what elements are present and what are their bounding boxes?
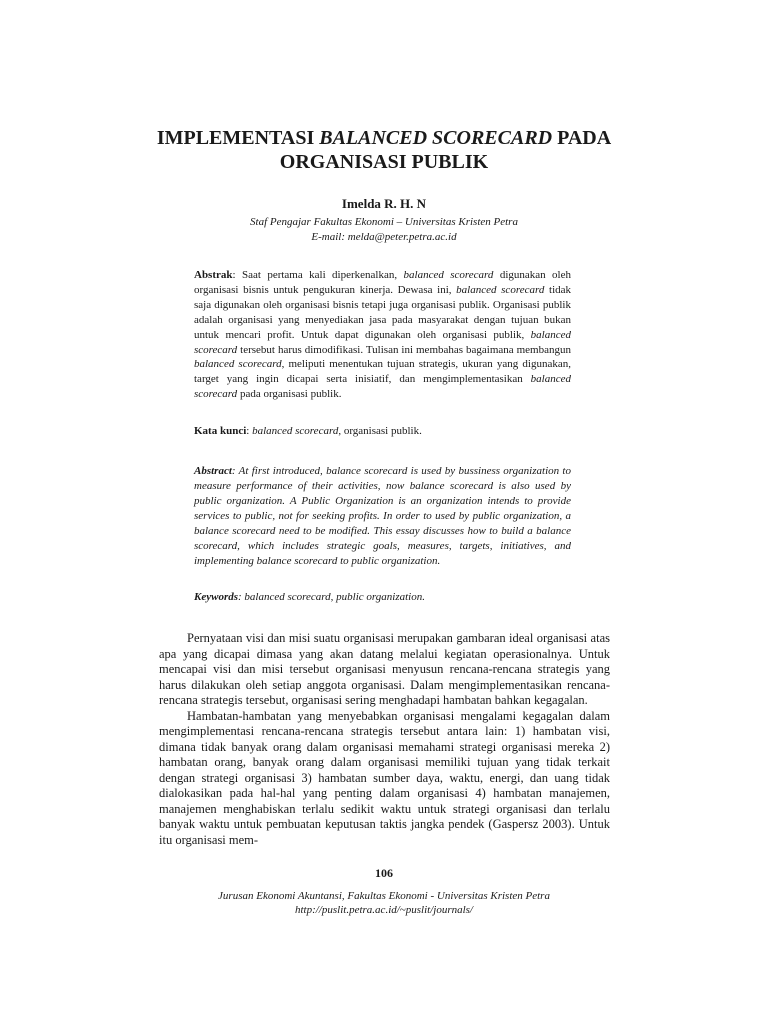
kata-kunci-term: balanced scorecard [252, 425, 339, 437]
abstrak-text-3: tidak saja digunakan oleh organisasi bisnis tetapi juga organisasi publik. Organisasi publik adalah organisasi yang menyediakan jasa pada masyarakat dengan tujuan bukan untuk mencari profit. Untuk dapat digunakan oleh organisasi publik, [194, 283, 572, 341]
title-text-b: PADA [552, 127, 612, 149]
page-footer [100, 889, 668, 917]
kata-kunci-rest: , organisasi publik. [338, 425, 422, 437]
title-text-italic: BALANCED SCORECARD [319, 127, 553, 149]
abstract-english [194, 464, 571, 569]
footer-url: http://puslit.petra.ac.id/~puslit/journals/ [295, 904, 473, 916]
title-line-1 [100, 126, 668, 150]
keywords-english [194, 590, 571, 605]
abstrak-term-4: balanced scorecard [194, 358, 282, 371]
page-number: 106 [375, 866, 393, 880]
kata-kunci-colon: : [246, 425, 253, 437]
body-paragraph-2: Hambatan-hambatan yang menyebabkan organisasi mengalami kegagalan dalam mengimplementasi rencana-rencana strategis tersebut antara lain: 1) hambatan visi, dimana tidak banyak orang dalam organisasi memahami strategi organisasi mereka 2) hambatan orang, banyak orang dalam organisasi memiliki tujuan yang tidak terkait dengan strategi organisasi 3) hambatan sumber daya, waktu, energi, dan uang tidak dialokasikan pada hal-hal yang penting dalam organisasi 4) hambatan manajemen, manajemen menghabiskan terlalu sedikit waktu untuk strategi organisasi dan terlalu banyak waktu untuk pembuatan keputusan taktis jangka pendek (Gaspersz 2003). Untuk itu organisasi mem- [159, 708, 610, 847]
paper-title [100, 126, 668, 174]
body-text [159, 631, 610, 848]
author-affiliation: Staf Pengajar Fakultas Ekonomi – Universitas Kristen Petra [250, 216, 518, 228]
author-email: E-mail: melda@peter.petra.ac.id [311, 231, 457, 243]
abstrak-text-6: pada organisasi publik. [237, 388, 342, 401]
abstrak-term-2: balanced scorecard [456, 283, 545, 296]
body-paragraph-1: Pernyataan visi dan misi suatu organisasi merupakan gambaran ideal organisasi atas apa yang dicapai dimasa yang akan datang melalui kegiatan operasionalnya. Untuk mencapai visi dan misi tersebut organisasi menyusun rencana-rencana strategis yang harus dilakukan oleh setiap anggota organisasi. Dalam mengimplementasikan rencana-rencana strategis tersebut, organisasi sering menghadapi hambatan bahkan kegagalan. [159, 631, 610, 707]
abstrak-text-2: digunakan oleh organisasi bisnis untuk pengukuran kinerja. Dewasa ini, [194, 269, 571, 296]
abstrak-text-1: : Saat pertama kali diperkenalkan, [232, 269, 404, 281]
keywords-text: : balanced scorecard, public organization. [238, 591, 425, 603]
abstrak-term-3: balanced scorecard [194, 328, 571, 356]
kata-kunci [194, 424, 571, 439]
abstrak-indonesian [194, 268, 571, 402]
keywords-label: Keywords [194, 591, 238, 603]
abstrak-text-4: tersebut harus dimodifikasi. Tulisan ini membahas bagaimana membangun [237, 343, 571, 356]
footer-institution: Jurusan Ekonomi Akuntansi, Fakultas Ekonomi - Universitas Kristen Petra [218, 890, 550, 902]
abstract-label: Abstract [194, 465, 232, 477]
abstrak-term-1: balanced scorecard [403, 269, 494, 281]
author-name: Imelda R. H. N [341, 196, 427, 211]
title-line-2: ORGANISASI PUBLIK [279, 151, 489, 173]
abstract-text: : At first introduced, balance scorecard is used by bussiness organization to measure performance of their activities, now balance scorecard is also used by public organization. A Public Organization is an organization intends to provide services to public, not for seeking profits. In order to used by public organization, a balance scorecard need to be modified. This essay discusses how to build a balance scorecard, which includes strategic goals, measures, targets, initiatives, and implementing balance scorecard to public organization. [194, 465, 571, 567]
title-text-a: IMPLEMENTASI [156, 127, 320, 149]
abstrak-term-5: balanced scorecard [194, 373, 571, 401]
abstrak-text-5: , meliputi menentukan tujuan strategis, ukuran yang digunakan, target yang ingin dicapai serta inisiatif, dan mengimplementasikan [194, 358, 571, 386]
kata-kunci-label: Kata kunci [194, 425, 247, 437]
abstrak-label: Abstrak [194, 269, 233, 281]
